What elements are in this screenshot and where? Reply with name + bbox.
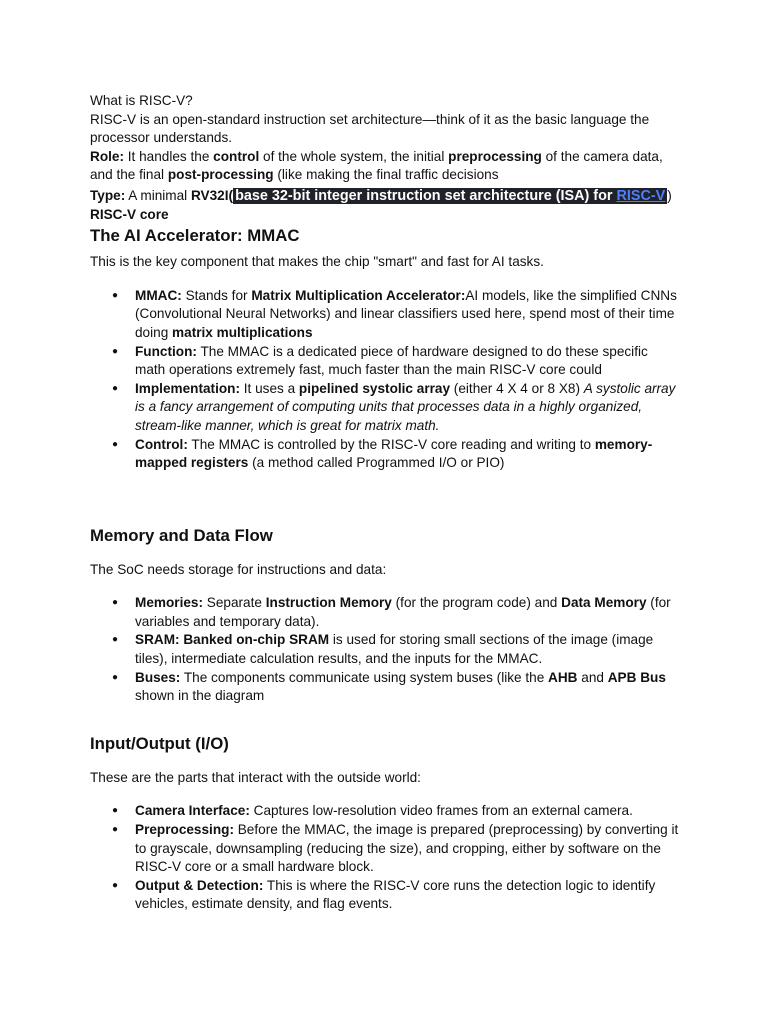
item-text: (for variables and temporary data). <box>135 595 671 629</box>
item-text: (a method called Programmed I/O or PIO) <box>248 455 505 471</box>
role-text-4: (like making the final traffic decisions <box>273 167 499 183</box>
item-bold: Matrix Multiplication Accelerator: <box>251 287 466 303</box>
item-label: Memories: <box>135 595 203 611</box>
memory-list <box>90 594 680 706</box>
item-label: Function: <box>135 343 197 359</box>
role-text-1: It handles the <box>123 148 214 164</box>
mmac-intro: This is the key component that makes the chip "smart" and fast for AI tasks. <box>90 254 544 270</box>
memory-heading: Memory and Data Flow <box>90 525 273 545</box>
item-italic: A systolic array is a fancy arrangement of computing units that processes data in a highly organized, stream-like manner, which is great for matrix math. <box>135 380 676 433</box>
item-text: and <box>577 669 608 685</box>
item-bold: matrix multiplications <box>172 324 313 340</box>
risc-v-link[interactable]: RISC-V <box>616 187 666 204</box>
list-item <box>90 821 680 877</box>
item-label: Implementation: <box>135 380 240 396</box>
item-text: (either 4 X 4 or 8 X8) <box>450 380 584 396</box>
item-text: Stands for <box>181 287 252 303</box>
list-item <box>90 802 680 821</box>
item-bold: memory-mapped registers <box>135 436 653 471</box>
item-text: is used for storing small sections of the image (image tiles), intermediate calculation results, and the inputs for the MMAC. <box>135 632 654 667</box>
role-text-3: of the camera data, and the final <box>90 148 663 183</box>
io-list <box>90 802 680 914</box>
item-label: Control: <box>135 436 188 452</box>
item-bold: AHB <box>548 669 578 685</box>
type-label: Type: <box>90 187 126 203</box>
highlight-text: base 32-bit integer instruction set architecture (ISA) for <box>235 187 617 204</box>
list-item <box>90 669 680 706</box>
item-bold: Instruction Memory <box>265 595 392 611</box>
memory-intro: The SoC needs storage for instructions and data: <box>90 561 387 577</box>
type-bold-rv32i: RV32I <box>190 187 229 203</box>
list-item <box>90 343 680 380</box>
item-label: Output & Detection: <box>135 877 264 893</box>
mmac-heading: The AI Accelerator: MMAC <box>90 226 300 246</box>
role-line <box>90 148 680 185</box>
list-item <box>90 877 680 914</box>
list-item <box>90 631 680 668</box>
item-text: The MMAC is a dedicated piece of hardware designed to do these specific math operations extremely fast, much faster than the main RISC-V core could <box>135 343 648 378</box>
item-label: SRAM: Banked on-chip SRAM <box>135 632 330 648</box>
list-item <box>90 594 680 631</box>
item-bold: Data Memory <box>561 595 647 611</box>
item-label: Preprocessing: <box>135 822 234 838</box>
highlighted-selection[interactable] <box>233 188 667 204</box>
role-bold-postprocessing: post-processing <box>167 167 274 183</box>
item-text: Separate <box>203 595 266 611</box>
role-text-2: of the whole system, the initial <box>259 148 449 164</box>
item-label: Buses: <box>135 669 181 685</box>
type-line <box>90 187 680 206</box>
item-text: AI models, like the simplified CNNs (Convolutional Neural Networks) and linear classifiers used here, spend most of their time doing <box>135 287 677 340</box>
type-paren-open: ( <box>228 187 234 203</box>
list-item <box>90 287 680 343</box>
intro-question: What is RISC-V? <box>90 93 193 108</box>
item-text: The components communicate using system buses (like the <box>180 669 549 685</box>
list-item <box>90 380 680 436</box>
type-line-2 <box>90 206 680 225</box>
type-paren-close: ) <box>667 187 672 203</box>
item-text: Before the MMAC, the image is prepared (preprocessing) by converting it to grayscale, downsampling (reducing the size), and cropping, either by software on the RISC-V core or a small hardware block. <box>135 822 679 875</box>
intro-description: RISC-V is an open-standard instruction set architecture—think of it as the basic language the processor understands. <box>90 111 650 146</box>
item-text: shown in the diagram <box>135 688 265 704</box>
list-item <box>90 436 680 473</box>
item-text: This is where the RISC-V core runs the detection logic to identify vehicles, estimate density, and flag events. <box>135 877 656 912</box>
role-bold-preprocessing: preprocessing <box>448 148 542 164</box>
item-text: The MMAC is controlled by the RISC-V core reading and writing to <box>187 436 595 452</box>
role-bold-control: control <box>213 148 260 164</box>
type-text-1: A minimal <box>125 187 191 203</box>
item-text: It uses a <box>239 380 299 396</box>
risc-v-core-label: RISC-V core <box>90 206 169 222</box>
item-label: Camera Interface: <box>135 803 250 819</box>
item-bold: pipelined systolic array <box>298 380 451 396</box>
role-label: Role: <box>90 148 124 164</box>
item-text: (for the program code) and <box>391 595 562 611</box>
item-text: Captures low-resolution video frames from an external camera. <box>249 803 633 819</box>
item-bold: APB Bus <box>607 669 666 685</box>
mmac-list <box>90 287 680 473</box>
io-intro: These are the parts that interact with the outside world: <box>90 769 421 785</box>
item-label: MMAC: <box>135 287 182 303</box>
io-heading: Input/Output (I/O) <box>90 733 229 753</box>
